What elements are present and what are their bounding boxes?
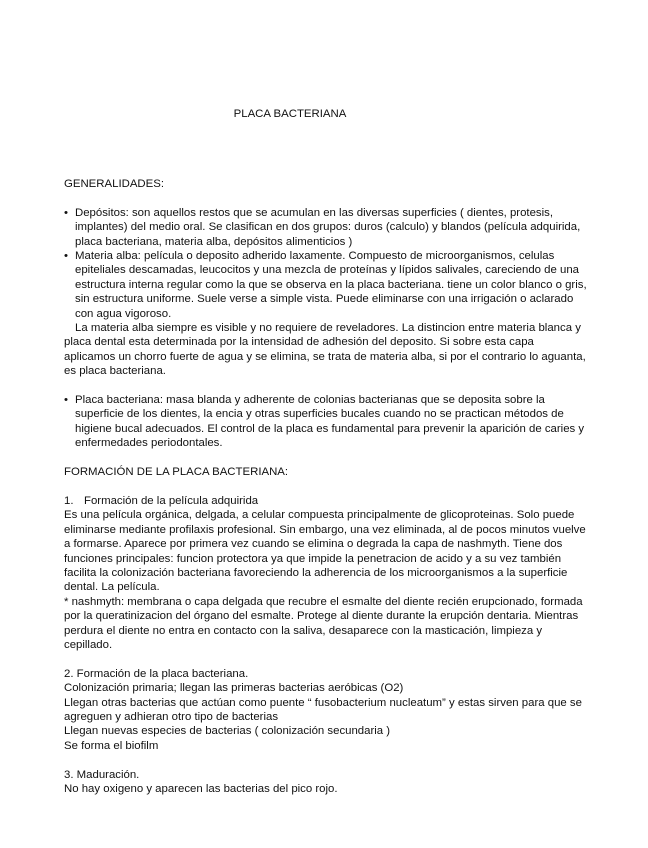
step1-title <box>64 494 588 508</box>
document-body <box>64 177 588 796</box>
depositos-text: Depósitos: son aquellos restos que se acumulan en las diversas superficies ( dientes, protesis, implantes) del medio oral. Se clasifican en dos grupos: duros (calculo) y blandos (película adquirida, placa bacteriana, materia alba, depósitos alimenticios ) <box>75 206 581 248</box>
step2-line: Llegan nuevas especies de bacterias ( colonización secundaria ) <box>64 725 391 738</box>
step2-line: Se forma el biofilm <box>64 739 159 752</box>
section-heading-generalidades: GENERALIDADES: <box>64 178 165 190</box>
document-title: PLACA BACTERIANA <box>233 108 347 120</box>
step1-number: 1. <box>64 494 74 507</box>
step2-line: Llegan otras bacterias que actúan como puente “ fusobacterium nucleatum” y estas sirven para que se agreguen y adhieran otro tipo de bacterias <box>64 696 582 723</box>
generalidades-list <box>64 206 588 321</box>
step3-title: 3. Maduración. <box>64 768 140 781</box>
bullet-icon: • <box>64 394 68 407</box>
step2-title: 2. Formación de la placa bacteriana. <box>64 667 249 680</box>
section-heading-formacion: FORMACIÓN DE LA PLACA BACTERIANA: <box>64 466 289 479</box>
step1-note: * nashmyth: membrana o capa delgada que recubre el esmalte del diente recién erupcionado, formada por la queratinizacion del órgano del esmalte. Protege al diente durante la erupción dentaria. Mientras perdura el diente no entra en contacto con la saliva, desaparece con la masticación, limpieza y cepillado. <box>64 595 583 651</box>
placa-list <box>64 393 588 451</box>
placa-bacteriana-text: Placa bacteriana: masa blanda y adherente de colonias bacterianas que se deposita sobre la superficie de los dientes, la encia y otras superficies bucales cuando no se practican métodos de higiene bucal adecuados. El control de la placa es fundamental para prevenir la aparición de caries y enfermedades periodontales. <box>75 394 585 450</box>
list-item-placa-bacteriana <box>64 393 588 451</box>
list-item-materia-alba <box>64 249 588 321</box>
list-item-depositos <box>64 206 588 249</box>
step1-body: Es una película orgánica, delgada, a celular compuesta principalmente de glicoproteinas. Solo puede eliminarse mediante profilaxis profesional. Sin embargo, una vez eliminada, al de pocos minutos vuelve a formarse. Aparece por primera vez cuando se elimina o degrada la capa de nashmyth. Tiene dos funciones principales: funcion protectora ya que impide la penetracion de acido y a su vez también facilita la colonización bacteriana favoreciendo la adherencia de los microorganismos a la superficie dental. La película. <box>64 509 586 594</box>
bullet-icon: • <box>64 206 68 219</box>
step3-body: No hay oxigeno y aparecen las bacterias del pico rojo. <box>64 782 338 795</box>
step1-title-text: Formación de la película adquirida <box>84 494 259 507</box>
materia-alba-continuation: La materia alba siempre es visible y no requiere de reveladores. La distincion entre materia blanca y placa dental esta determinada por la intensidad de adhesión del deposito. Si sobre esta capa aplicamos un chorro fuerte de agua y se elimina, se trata de materia alba, si por el contrario lo aguanta, es placa bacteriana. <box>64 322 586 378</box>
step2-line: Colonización primaria; llegan las primeras bacterias aeróbicas (O2) <box>64 682 404 695</box>
materia-alba-text: Materia alba: película o deposito adherido laxamente. Compuesto de microorganismos, celulas epiteliales descamadas, leucocitos y una mezcla de proteínas y lípidos salivales, careciendo de una estructura interna regular como la que se observa en la placa bacteriana. tiene un color blanco o gris, sin estructura uniforme. Suele verse a simple vista. Puede eliminarse con una irrigación o aclarado con agua vigoroso. <box>75 250 587 320</box>
bullet-icon: • <box>64 250 68 263</box>
